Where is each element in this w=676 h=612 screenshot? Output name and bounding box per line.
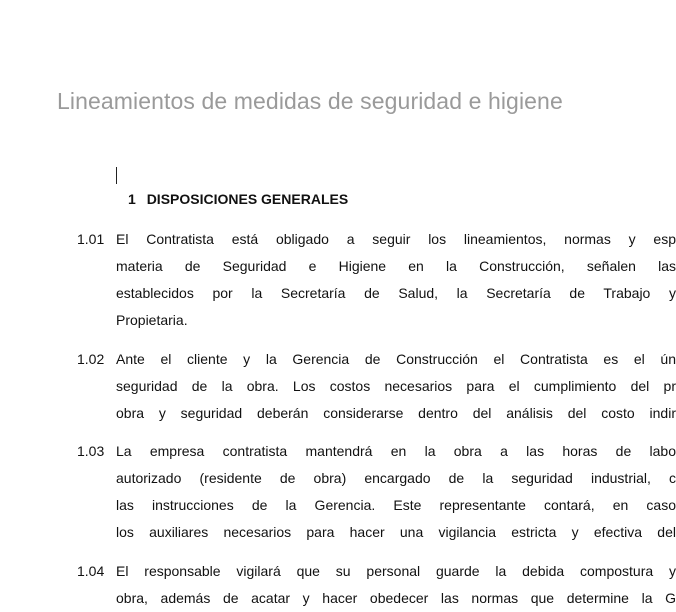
paragraph-line: El responsable vigilará que su personal guarde la debida compostura y [116,563,676,579]
paragraph-line: los auxiliares necesarios para hacer una vigilancia estricta y efectiva del [116,524,676,540]
paragraph-number: 1.03 [77,443,105,459]
paragraph-line: Ante el cliente y la Gerencia de Construcción el Contratista es el ún [116,351,676,367]
paragraph-number: 1.02 [77,351,105,367]
section-number: 1 [128,191,136,207]
paragraph-number: 1.01 [77,231,105,247]
paragraph-line: obra, además de acatar y hacer obedecer las normas que determine la G [116,590,676,606]
paragraph-line: establecidos por la Secretaría de Salud, la Secretaría de Trabajo y [116,285,676,301]
paragraph-line: las instrucciones de la Gerencia. Este representante contará, en caso [116,497,676,513]
paragraph-line: seguridad de la obra. Los costos necesarios para el cumplimiento del pr [116,378,676,394]
paragraph-line: materia de Seguridad e Higiene en la Construcción, señalen las [116,258,676,274]
paragraph-number: 1.04 [77,563,105,579]
text-cursor [116,167,117,184]
paragraph-line: La empresa contratista mantendrá en la obra a las horas de labo [116,443,676,459]
paragraph-line: Propietaria. [116,312,188,328]
section-title: DISPOSICIONES GENERALES [146,191,349,207]
paragraph-line: obra y seguridad deberán considerarse dentro del análisis del costo indir [116,405,676,421]
paragraph-line: autorizado (residente de obra) encargado de la seguridad industrial, c [116,470,676,486]
document-title: Lineamientos de medidas de seguridad e higiene [57,88,563,114]
section-heading [128,191,348,207]
paragraph-line: El Contratista está obligado a seguir los lineamientos, normas y esp [116,231,676,247]
